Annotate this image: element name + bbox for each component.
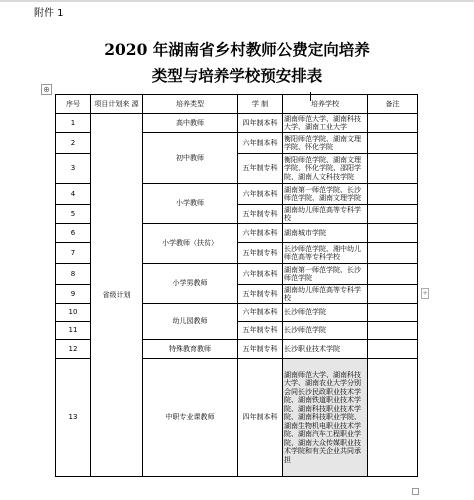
cell-note [368,359,418,477]
table-add-column-icon[interactable]: + [422,289,428,297]
cell-seq: 12 [56,340,91,359]
cell-type: 特殊教育教师 [143,340,238,359]
header-note: 备注 [368,95,418,114]
document-title-line2: 类型与培养学校预安排表 [151,66,323,85]
cell-school: 湖南师范大学、湖南科技大学、湖南工业大学 [283,114,368,133]
cell-seq: 13 [56,359,91,477]
cell-type: 高中教师 [143,114,238,133]
text-cursor [310,92,311,101]
cell-type: 小学男教师 [143,264,238,304]
cell-type: 初中教师 [143,133,238,184]
cell-system: 四年制本科 [238,114,283,133]
table-move-handle-icon[interactable]: ⊕ [41,84,52,95]
cell-school: 湖南第一师范学院、长沙师范学院、湖南文理学院 [283,184,368,205]
table-row [56,114,418,133]
cell-system: 六年制本科 [238,133,283,154]
annex-label: 附件 1 [34,8,64,19]
header-school: 培养学校 [283,95,368,114]
cell-system: 五年制专科 [238,243,283,264]
cell-system: 六年制本科 [238,304,283,322]
cell-school: 衡阳师范学院、湖南文理学院、怀化学院、邵阳学院、湖南人文科技学院 [283,154,368,184]
document-title-line1: 2020 年湖南省乡村教师公费定向培养 [104,40,370,59]
cell-school: 长沙职业技术学院 [283,340,368,359]
cell-school: 长沙师范学院 [283,304,368,322]
cell-note [368,243,418,264]
cell-school: 长沙师范学院、湘中幼儿师范高等专科学校 [283,243,368,264]
cell-note [368,264,418,285]
header-type: 培养类型 [143,95,238,114]
cell-system: 五年制专科 [238,340,283,359]
cell-school: 长沙师范学院 [283,322,368,340]
cell-type: 小学教师 [143,184,238,224]
cell-seq: 9 [56,285,91,304]
cell-note [368,304,418,322]
header-system: 学 制 [238,95,283,114]
cell-seq: 5 [56,205,91,224]
cell-seq: 1 [56,114,91,133]
cell-type: 幼儿园教师 [143,304,238,340]
cell-school: 湖南城市学院 [283,224,368,243]
cell-note [368,205,418,224]
cell-seq: 2 [56,133,91,154]
cell-note [368,184,418,205]
cell-system: 五年制专科 [238,154,283,184]
cell-type: 小学教师（扶贫） [143,224,238,264]
cell-system: 五年制专科 [238,205,283,224]
cell-seq: 7 [56,243,91,264]
cell-note [368,224,418,243]
cell-note [368,133,418,154]
cell-school: 湖南幼儿师范高等专科学校 [283,285,368,304]
cell-seq: 10 [56,304,91,322]
cell-system: 六年制本科 [238,184,283,205]
cell-seq: 8 [56,264,91,285]
cell-system: 六年制本科 [238,264,283,285]
page-top-border [0,0,474,2]
header-plan-source: 项目计划来 源 [91,95,143,114]
cell-system: 五年制专科 [238,285,283,304]
table-resize-handle-icon[interactable] [412,488,419,495]
cell-type: 中职专业课教师 [143,359,238,477]
cell-system: 六年制本科 [238,224,283,243]
cell-note [368,322,418,340]
cell-note [368,114,418,133]
cell-note [368,154,418,184]
cell-seq: 4 [56,184,91,205]
cell-seq: 6 [56,224,91,243]
cell-school: 湖南幼儿师范高等专科学校 [283,205,368,224]
cell-plan-source: 省级计划 [91,114,143,477]
plan-table [55,94,418,477]
header-seq: 序号 [56,95,91,114]
cell-school: 湖南第一师范学院、长沙师范学院 [283,264,368,285]
cell-school: 湖南师范大学、湖南科技大学、湖南农业大学分别会同长沙民政职业技术学院、湖南铁道职业技术学院、湖南科技职业技术学院、湖南科技职业学院、湖南生物机电职业技术学院、湖南汽车工程职业学院、湖南大众传媒职业技术学院和有关企业共同承担 [283,359,368,477]
cell-school: 衡阳师范学院、湖南文理学院、怀化学院 [283,133,368,154]
table-header-row [56,95,418,114]
cell-seq: 3 [56,154,91,184]
cell-system: 四年制本科 [238,359,283,477]
cell-note [368,285,418,304]
cell-seq: 11 [56,322,91,340]
cell-system: 五年制专科 [238,322,283,340]
cell-note [368,340,418,359]
